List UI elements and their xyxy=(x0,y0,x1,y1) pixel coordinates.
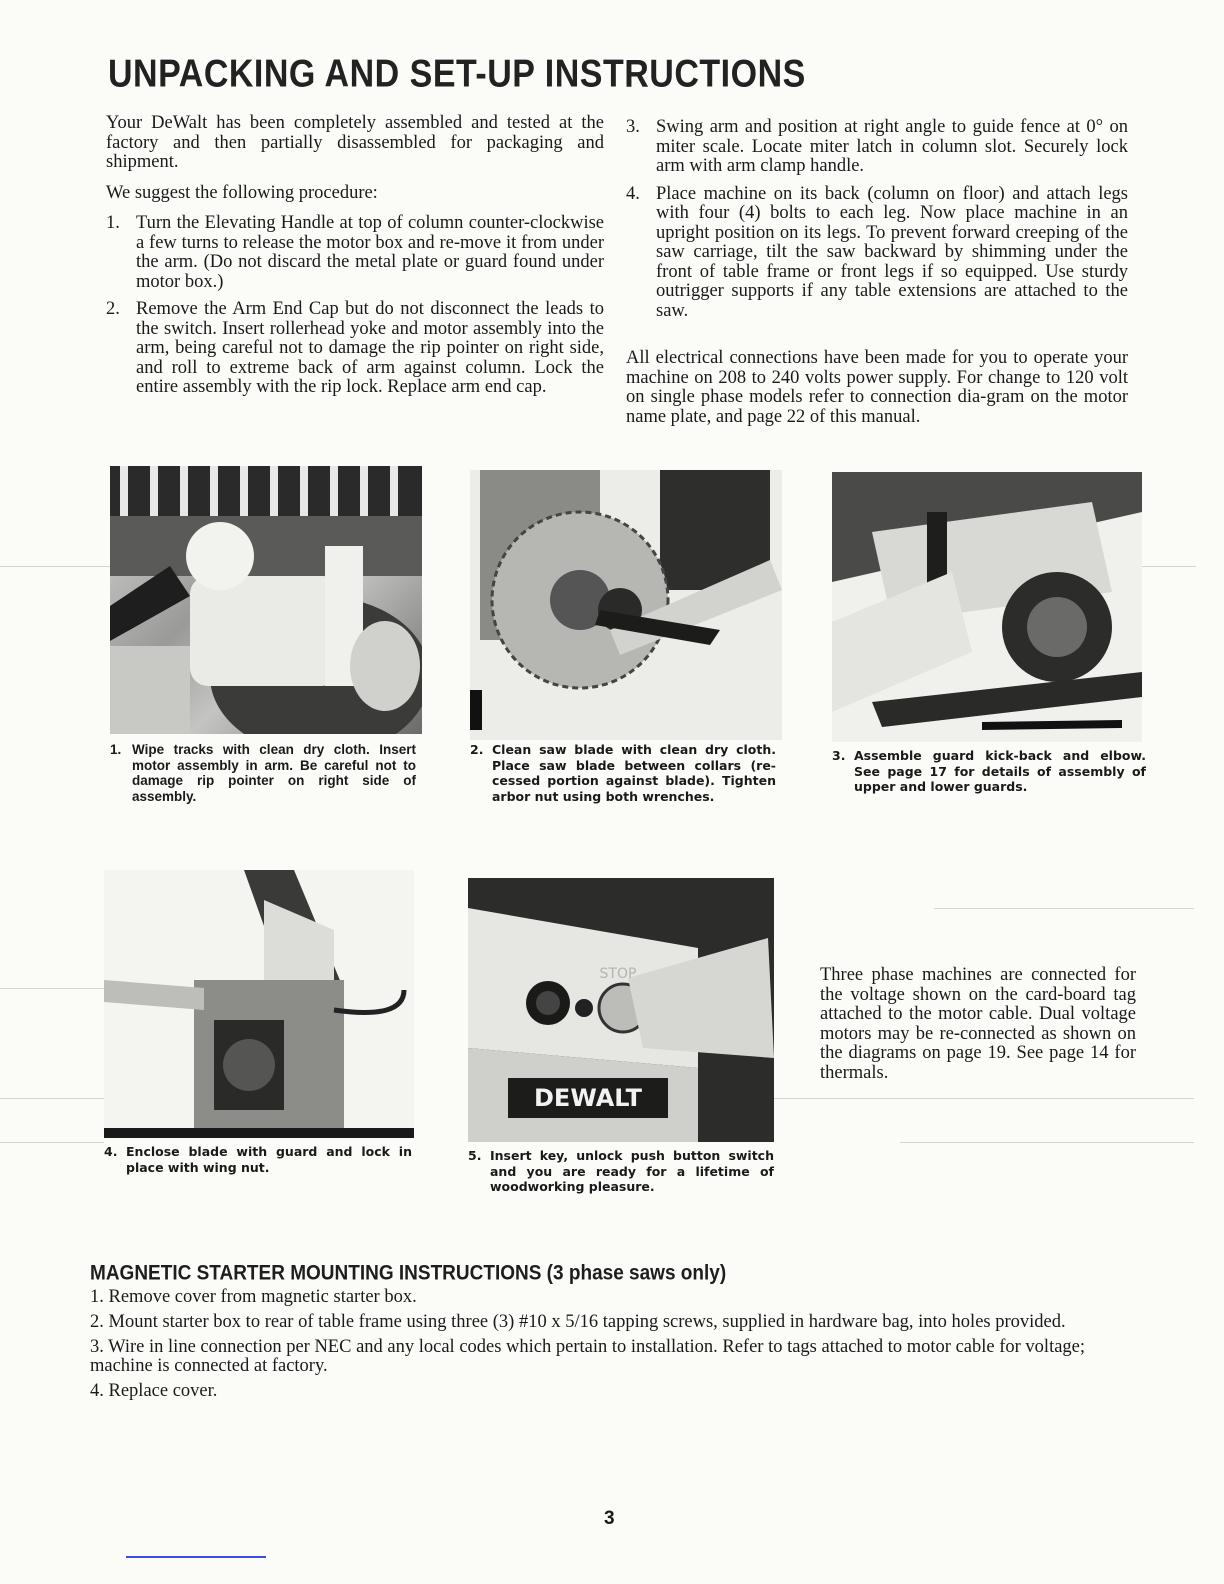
divider xyxy=(900,1142,1194,1143)
stop-label: STOP xyxy=(599,966,637,982)
right-column xyxy=(626,118,1128,438)
page-title: UNPACKING AND SET-UP INSTRUCTIONS xyxy=(108,52,806,96)
divider xyxy=(0,1142,104,1143)
caption-number: 4. xyxy=(104,1144,118,1159)
right-steps xyxy=(626,118,1128,321)
step-text: Swing arm and position at right angle to guide fence at 0° on miter scale. Locate miter latch in column slot. Securely lock arm with arm clamp handle. xyxy=(656,117,1128,176)
guard-assembly-illustration xyxy=(832,472,1142,742)
divider xyxy=(126,1556,266,1558)
caption-text: Enclose blade with guard and lock in place with wing nut. xyxy=(126,1144,412,1175)
caption-number: 5. xyxy=(468,1148,482,1163)
caption-text: Insert key, unlock push button switch and you are ready for a lifetime of woodworking pleasure. xyxy=(490,1148,774,1194)
caption-number: 1. xyxy=(110,742,122,757)
step-number: 3. xyxy=(626,117,640,137)
caption-text: Wipe tracks with clean dry cloth. Insert motor assembly in arm. Be careful not to damage rip pointer on right side of assembly. xyxy=(132,742,416,804)
photo-motor-assembly xyxy=(110,466,422,734)
caption-2 xyxy=(470,742,776,804)
divider xyxy=(1142,566,1196,567)
list-item xyxy=(106,214,604,292)
caption-text: Assemble guard kick-back and elbow. See page 17 for details of assembly of upper and lower guards. xyxy=(854,748,1146,794)
list-item xyxy=(106,300,604,398)
caption-3 xyxy=(832,748,1146,795)
three-phase-note xyxy=(820,966,1136,1094)
photo-switch-key xyxy=(468,878,774,1142)
photo-saw-blade xyxy=(470,470,782,740)
magnetic-starter-title: MAGNETIC STARTER MOUNTING INSTRUCTIONS (3 phase saws only) xyxy=(90,1262,727,1286)
list-item: 4. Replace cover. xyxy=(90,1381,218,1401)
divider xyxy=(774,1098,1194,1099)
dewalt-logo: DEWALT xyxy=(534,1084,642,1112)
divider xyxy=(0,1098,104,1099)
switch-key-illustration xyxy=(468,878,774,1142)
caption-number: 2. xyxy=(470,742,484,757)
list-item xyxy=(626,185,1128,322)
suggest-paragraph: We suggest the following procedure: xyxy=(106,182,378,203)
divider xyxy=(0,566,110,567)
divider xyxy=(0,988,104,989)
caption-1 xyxy=(110,742,416,804)
step-text: Place machine on its back (column on floor) and attach legs with four (4) bolts to each leg. Now place machine in an upright position on its legs. To prevent forward creeping of the saw carriage, tilt the saw backward by shimming under the front of table frame or front legs if so equipped. Use sturdy outrigger supports if any table extensions are attached to the saw. xyxy=(656,183,1128,321)
photo-guard-wingnut xyxy=(104,870,414,1138)
step-number: 4. xyxy=(626,183,640,204)
guard-wingnut-illustration xyxy=(104,870,414,1138)
step-text: Remove the Arm End Cap but do not disconnect the leads to the switch. Insert rollerhead yoke and motor assembly into the arm, being careful not to damage the rip pointer on right side, and roll to extreme back of arm against column. Lock the entire assembly with the rip lock. Replace arm end cap. xyxy=(136,299,604,397)
left-steps xyxy=(106,214,604,398)
list-item xyxy=(626,118,1128,177)
caption-text: Clean saw blade with clean dry cloth. Place saw blade between collars (re-cessed portion against blade). Tighten arbor nut using both wrenches. xyxy=(492,742,776,804)
left-column xyxy=(106,114,604,406)
caption-number: 3. xyxy=(832,748,846,763)
photo-guard-assembly xyxy=(832,472,1142,742)
step-number: 1. xyxy=(106,213,120,233)
list-item: 3. Wire in line connection per NEC and any local codes which pertain to installation. Refer to tags attached to motor cable for voltage; machine is connected at factory. xyxy=(90,1337,1086,1376)
list-item: 1. Remove cover from magnetic starter box. xyxy=(90,1287,417,1307)
page-number: 3 xyxy=(604,1508,615,1529)
motor-assembly-illustration xyxy=(110,466,422,734)
intro-paragraph: Your DeWalt has been completely assembled and tested at the factory and then partially disassembled for packaging and shipment. xyxy=(106,113,604,172)
saw-blade-illustration xyxy=(470,470,782,740)
caption-4 xyxy=(104,1144,412,1175)
step-text: Turn the Elevating Handle at top of column counter-clockwise a few turns to release the motor box and re-move it from under the arm. (Do not discard the metal plate or guard found under motor box.) xyxy=(136,213,604,292)
electrical-paragraph: All electrical connections have been made for you to operate your machine on 208 to 240 volts power supply. For change to 120 volt on single phase models refer to connection dia-gram on the motor name plate, and page 22 of this manual. xyxy=(626,348,1128,427)
magnetic-starter-steps xyxy=(90,1288,1130,1407)
divider xyxy=(934,908,1194,909)
list-item: 2. Mount starter box to rear of table frame using three (3) #10 x 5/16 tapping screws, supplied in hardware bag, into holes provided. xyxy=(90,1312,1066,1332)
caption-5 xyxy=(468,1148,774,1195)
three-phase-text: Three phase machines are connected for the voltage shown on the card-board tag attached to the motor cable. Dual voltage motors may be re-connected as shown on the diagrams on page 19. See page 14 for thermals. xyxy=(820,965,1136,1083)
step-number: 2. xyxy=(106,299,120,319)
